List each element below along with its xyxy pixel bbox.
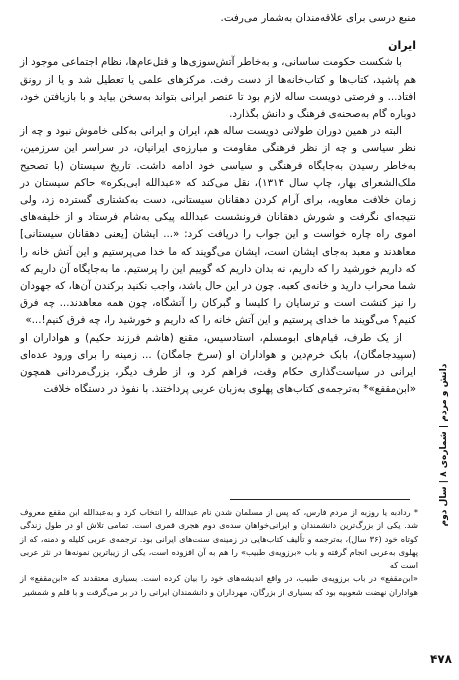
paragraph-1: با شکست حکومت ساسانی، و به‌خاطر آتش‌سوزی‌ها و قتل‌عام‌ها، نظام اجتماعی موجود از هم پاشید، کتاب‌ها و کتاب‌خانه‌ها از دست رفت. مرکزهای علمی یا تعطیل شد و یا از رونق افتاد... و فرصتی دویست ساله لازم بود تا عنصر ایرانی بتواند به‌سخن بیاید و با بازیافتن خود، دوباره گام به‌صحنه‌ی فرهنگ و دانش بگذارد. (20, 56, 416, 121)
continuation-line: منبع درسی برای علاقه‌مندان به‌شمار می‌رفت. (220, 12, 416, 24)
paragraph-3: از یک طرف، قیام‌های ابومسلم، استادسیس، مقنع (هاشم فرزند حکیم) و هواداران او (سپیدجامگان)، بابک خرم‌دین و هواداران او (سرخ جامگان) ... زمینه را برای ورود عده‌ای ایرانی در سیاست‌گذاری حکام وقت، فراهم کرد و، از طرف دیگر، بزرگ‌مردانی همچون «ابن‌مقفع»* به‌ترجمه‌ی کتاب‌های پهلوی به‌زبان عربی پرداختند. با نفوذ در دستگاه خلافت (20, 331, 416, 396)
paragraph-2: البته در همین دوران طولانی دویست ساله هم، ایران و ایرانی به‌کلی خاموش نبود و چه از نظر سیاسی و چه از نظر فرهنگی مقاومت و مبارزه‌ی ایرانیان، در سراسر این سرزمین، به‌خاطر رسیدن به‌جایگاه فرهنگی و سیاسی خود ادامه داشت. تاریخ سیستان (با تصحیح ملک‌الشعرای بهار، چاپ سال ۱۳۱۴)، نقل می‌کند که «عبدالله ابی‌بکره» حاکم سیستان در زمان خلافت معاویه، برای آرام کردن دهقانان سیستانی، دست به‌کشتاری گسترده زد، ولی نتیجه‌ای نگرفت و شورش دهقانان فرونشست عبدالله پیکی به‌شام فرستاد و از خلیفه‌های اموی راه چاره خواست و این جواب را دریافت کرد: «... ایشان [یعنی دهقانان سیستانی] معاهدند و معبد به‌جای ایشان است، ایشان می‌گویند که ما خدا می‌پرستیم و این آتش خانه را که داریم خورشید را که داریم، نه بدان داریم که گوییم این را پرستیم. ما به‌جایگاه آن داریم که شما محراب دارید و خانه‌ی کعبه. چون در این حال باشد، واجب نکنید برکندن آن‌ها، که جهودان را نیز کنشت است و ترسایان را کلیسا و گبرکان را آتشگاه، چون همه معاهدند... چه فرق کنیم؟ می‌گویند ما خدای پرستیم و این آتش خانه را که داریم و خورشید را، چه فرق کنیم!...» (20, 125, 416, 327)
footnote-divider (230, 499, 410, 500)
footnote-1: * ردادبه یا روزبه از مردم فارس، که پس از مسلمان شدن نام عبدالله را انتخاب کرد و به‌عبدالله ابن مقفع معروف شد. یکی از بزرگ‌ترین دانشمندان و ایرانی‌خواهان سده‌ی دوم هجری قمری است. تمامی تلاش او در طول زندگی کوتاه خود (۳۶ سال)، به‌ترجمه و تألیف کتاب‌هایی در زمینه‌ی سنت‌های ایرانی بود. ترجمه‌ی عربی کلیله و دمنه، که از پهلوی به‌عربی انجام گرفته و باب «برزویه‌ی طبیب» را هم به آن افزوده است، یکی از زیباترین نمونه‌ها در نثر عربی است که (20, 507, 418, 571)
section-heading-iran: ایران (388, 39, 416, 53)
running-header-vertical (436, 300, 452, 590)
page-number: ۴۷۸ (430, 652, 452, 666)
journal-issue-label: دانش و مردم | شماره‌ی ۸ | سال دوم (439, 363, 449, 527)
footnotes-block (20, 506, 418, 599)
main-text-column (20, 10, 416, 398)
footnote-2: «ابن‌مقفع» در باب برزویه‌ی طبیب، در واقع اندیشه‌های خود را بیان کرده است. بسیاری معتقدند که «ابن‌مقفع» از هواداران نهضت شعوبیه بود که بسیاری از بزرگان، مهرداران و دانشمندان ایرانی را در بر می‌گرفت و با قلم و شمشیر (20, 573, 418, 597)
